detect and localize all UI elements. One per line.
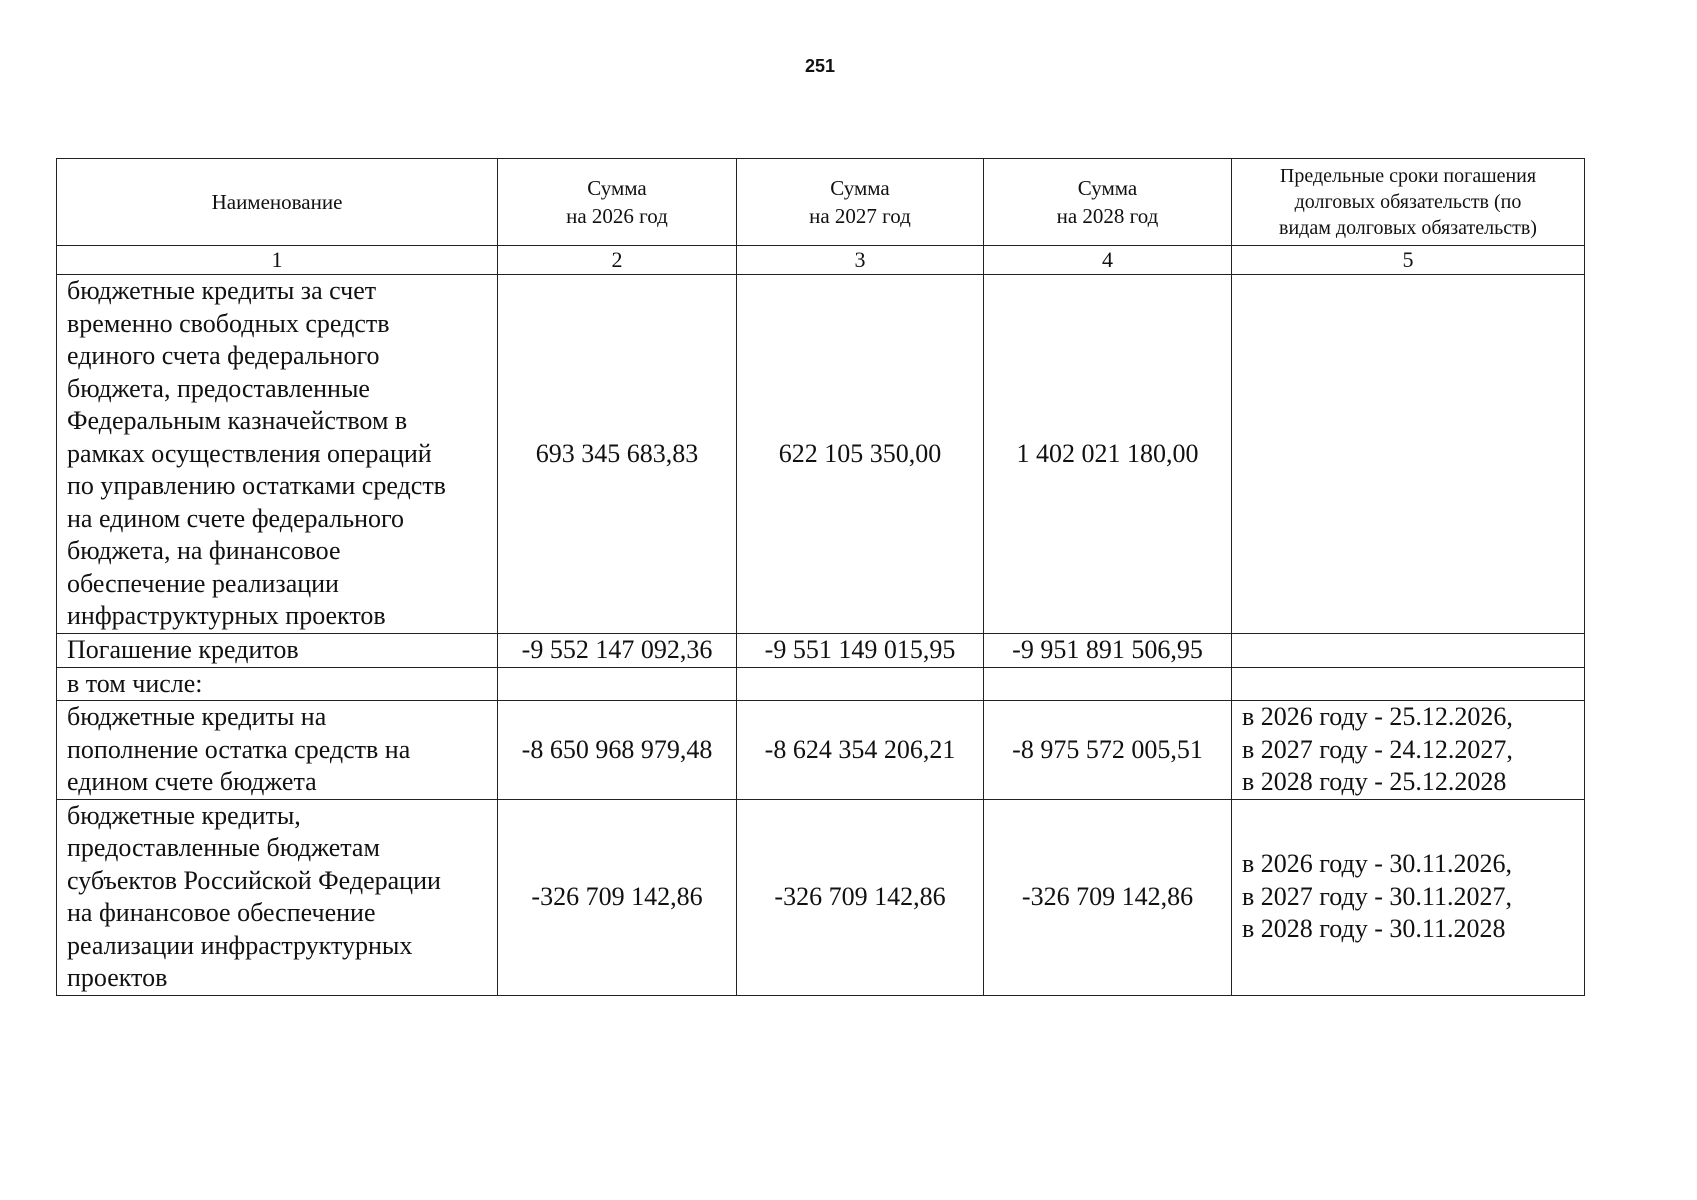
repayment-term-line: в 2027 году - 30.11.2027,: [1242, 881, 1512, 911]
amount-2026: 693 345 683,83: [498, 275, 737, 634]
row-name-line: инфраструктурных проектов: [67, 601, 386, 630]
row-name-line: Федеральным казначейством в: [67, 406, 408, 435]
amount-2026: -326 709 142,86: [498, 799, 737, 995]
amount-2028: -326 709 142,86: [984, 799, 1232, 995]
row-name-line: на финансовое обеспечение: [67, 898, 376, 927]
column-number: 1: [57, 246, 498, 275]
amount-2027: -8 624 354 206,21: [737, 701, 984, 800]
repayment-terms: [1232, 701, 1585, 800]
row-name-line: субъектов Российской Федерации: [67, 865, 441, 895]
header-year-2027: [737, 159, 984, 246]
row-name: [57, 275, 498, 634]
row-name: [57, 667, 498, 701]
column-number: 4: [984, 246, 1232, 275]
row-name-line: бюджета, предоставленные: [67, 373, 370, 403]
header-terms-line: Предельные сроки погашения: [1279, 165, 1537, 187]
repayment-terms: [1232, 799, 1585, 995]
row-name-line: бюджета, на финансовое: [67, 536, 341, 565]
header-year-2026-line: на 2026 год: [566, 204, 668, 228]
header-year-2027-line: на 2027 год: [809, 204, 911, 228]
amount-2028: -8 975 572 005,51: [984, 701, 1232, 800]
table-row: [57, 701, 1585, 800]
row-name-line: по управлению остатками средств: [67, 471, 446, 500]
table-row: [57, 633, 1585, 667]
repayment-terms: [1232, 633, 1585, 667]
table-header-row: [57, 159, 1585, 246]
header-year-2028-line: Сумма: [1077, 176, 1138, 200]
amount-2028: [984, 667, 1232, 701]
repayment-term-line: в 2026 году - 25.12.2026,: [1242, 702, 1513, 731]
header-year-2028: [984, 159, 1232, 246]
row-name-line: пополнение остатка средств на: [67, 734, 411, 764]
row-name-line: бюджетные кредиты за счет: [67, 276, 377, 305]
amount-2027: 622 105 350,00: [737, 275, 984, 634]
amount-2028: 1 402 021 180,00: [984, 275, 1232, 634]
amount-2027: -9 551 149 015,95: [737, 633, 984, 667]
repayment-term-line: в 2028 году - 25.12.2028: [1242, 767, 1507, 796]
row-name-line: реализации инфраструктурных: [67, 930, 413, 960]
row-name-line: едином счете бюджета: [67, 767, 317, 796]
table-row: [57, 667, 1585, 701]
row-name-line: единого счета федерального: [67, 341, 380, 370]
repayment-terms: [1232, 667, 1585, 701]
header-year-2028-line: на 2028 год: [1056, 204, 1159, 228]
amount-2026: -8 650 968 979,48: [498, 701, 737, 800]
column-number: 2: [498, 246, 737, 275]
repayment-terms: [1232, 275, 1585, 634]
repayment-term-line: в 2028 году - 30.11.2028: [1242, 914, 1506, 944]
row-name-line: предоставленные бюджетам: [67, 833, 380, 862]
row-name-line: бюджетные кредиты на: [67, 702, 327, 731]
header-year-2026: [498, 159, 737, 246]
budget-table: [56, 158, 1585, 996]
header-repayment-terms: [1232, 159, 1585, 246]
header-year-2026-line: Сумма: [587, 176, 647, 200]
header-terms-line: долговых обязательств (по: [1294, 191, 1522, 213]
row-name-line: рамках осуществления операций: [67, 438, 432, 468]
row-name-line: Погашение кредитов: [67, 634, 299, 664]
page-number: 251: [804, 56, 836, 76]
repayment-term-line: в 2026 году - 30.11.2026,: [1242, 849, 1512, 879]
table-row: [57, 275, 1585, 634]
amount-2026: -9 552 147 092,36: [498, 633, 737, 667]
row-name-line: временно свободных средств: [67, 308, 390, 338]
row-name: [57, 701, 498, 800]
row-name-line: в том числе:: [67, 668, 203, 698]
repayment-term-line: в 2027 году - 24.12.2027,: [1242, 734, 1513, 764]
row-name: [57, 633, 498, 667]
table-row: [57, 799, 1585, 995]
row-name-line: обеспечение реализации: [67, 568, 339, 598]
amount-2027: [737, 667, 984, 701]
row-name: [57, 799, 498, 995]
header-name: Наименование: [57, 159, 498, 246]
column-number: 3: [737, 246, 984, 275]
header-year-2027-line: Сумма: [830, 176, 890, 200]
amount-2026: [498, 667, 737, 701]
amount-2028: -9 951 891 506,95: [984, 633, 1232, 667]
column-number: 5: [1232, 246, 1585, 275]
row-name-line: проектов: [67, 963, 168, 992]
column-number-row: [57, 246, 1585, 275]
row-name-line: бюджетные кредиты,: [67, 800, 301, 830]
row-name-line: на едином счете федерального: [67, 503, 405, 533]
header-terms-line: видам долговых обязательств): [1279, 217, 1537, 239]
amount-2027: -326 709 142,86: [737, 799, 984, 995]
